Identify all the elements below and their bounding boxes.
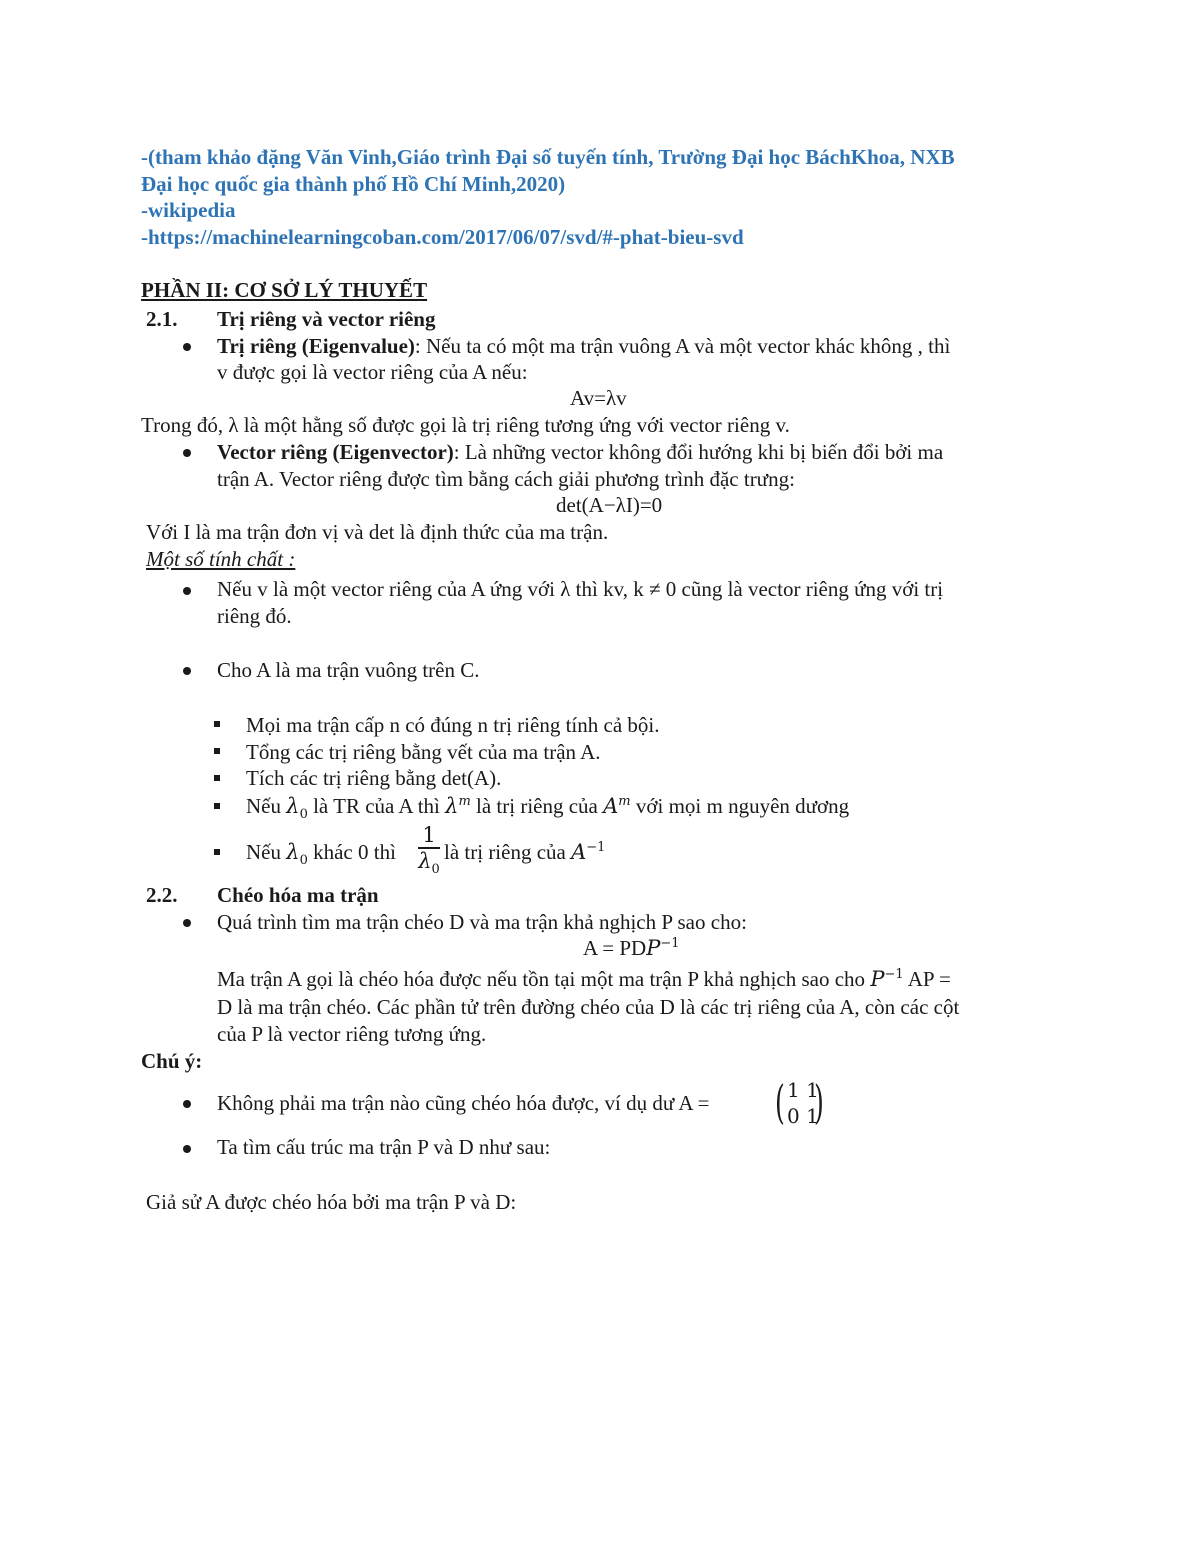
lambda-symbol: λ [418, 848, 432, 873]
lambda-symbol: λ [286, 794, 300, 818]
section-2-1-number: 2.1. [146, 307, 178, 331]
square-bullet-icon [214, 721, 220, 727]
diagonalizable-definition-2: D là ma trận chéo. Các phần tử trên đường chéo của D là các trị riêng của A, còn các cột [217, 995, 960, 1019]
bullet-icon [183, 667, 191, 675]
sub4-text-d: với mọi m nguyên dương [630, 794, 850, 818]
superscript-m: m [618, 794, 631, 809]
sub4-text-c: là trị riêng của [470, 794, 604, 818]
matrix-a-symbol: A [603, 794, 619, 818]
eigenvector-definition-cont: trận A. Vector riêng được tìm bằng cách giải phương trình đặc trưng: [217, 467, 795, 491]
superscript-minus-one: −1 [660, 936, 680, 951]
property-2: Cho A là ma trận vuông trên C. [217, 658, 480, 682]
section-2-2-number: 2.2. [146, 883, 178, 907]
subscript-zero: 0 [299, 807, 308, 823]
lambda-symbol: λ [286, 840, 300, 864]
bullet-icon [183, 449, 191, 457]
eigenvector-text: : Là những vector không đổi hướng khi bị biến đổi bởi ma [453, 440, 944, 464]
sub5-text-b: khác 0 thì [307, 840, 396, 864]
section-2-2-title: Chéo hóa ma trận [217, 883, 379, 907]
reference-line-4: -https://machinelearningcoban.com/2017/06/07/svd/#-phat-bieu-svd [141, 225, 744, 249]
note-title: Chú ý: [141, 1049, 203, 1073]
sub-property-2: Tổng các trị riêng bằng vết của ma trận A. [246, 740, 601, 764]
superscript-minus-one: −1 [586, 840, 606, 855]
def-text-b: AP = [903, 967, 951, 991]
square-bullet-icon [214, 803, 220, 809]
matrix-row-1: 1 1 [787, 1078, 819, 1102]
left-paren-icon: ( [775, 1075, 785, 1129]
sub5-text-a: Nếu [246, 840, 287, 864]
identity-explanation: Với I là ma trận đơn vị và det là định thức của ma trận. [146, 520, 609, 544]
eq-text: A = PD [583, 936, 647, 960]
fraction-numerator: 1 [422, 823, 436, 847]
bullet-icon [183, 343, 191, 351]
superscript-m: m [458, 794, 471, 809]
def-text-a: Ma trận A gọi là chéo hóa được nếu tồn tại một ma trận P khả nghịch sao cho [217, 967, 871, 991]
reference-line-3: -wikipedia [141, 198, 236, 222]
square-bullet-icon [214, 849, 220, 855]
sub-property-1: Mọi ma trận cấp n có đúng n trị riêng tính cả bội. [246, 713, 660, 737]
sub4-text-b: là TR của A thì [307, 794, 446, 818]
subscript-zero: 0 [299, 853, 308, 869]
section-2-1-title: Trị riêng và vector riêng [217, 307, 436, 331]
diagonalization-process: Quá trình tìm ma trận chéo D và ma trận khả nghịch P sao cho: [217, 910, 747, 934]
lambda-explanation: Trong đó, λ là một hằng số được gọi là trị riêng tương ứng với vector riêng v. [141, 413, 790, 437]
right-paren-icon: ) [814, 1075, 824, 1129]
matrix-row-2: 0 1 [787, 1104, 819, 1128]
diagonalizable-definition-3: của P là vector riêng tương ứng. [217, 1022, 487, 1046]
eigenvalue-term: Trị riêng (Eigenvalue) [217, 334, 415, 358]
subscript-zero: 0 [431, 861, 440, 877]
property-1-cont: riêng đó. [217, 604, 292, 628]
note-1: Không phải ma trận nào cũng chéo hóa được, ví dụ dư A = [217, 1091, 710, 1115]
fraction-denominator [418, 848, 440, 877]
matrix-a-symbol: A [571, 840, 587, 864]
property-1: Nếu v là một vector riêng của A ứng với λ thì kv, k ≠ 0 cũng là vector riêng ứng với trị [217, 577, 944, 601]
sub5-text-c: là trị riêng của [444, 840, 572, 864]
sub-property-4 [246, 793, 850, 823]
properties-title: Một số tính chất : [146, 547, 296, 571]
square-bullet-icon [214, 775, 220, 781]
sub-property-3: Tích các trị riêng bằng det(A). [246, 766, 502, 790]
fraction-one-over-lambda [418, 823, 440, 877]
eigenvector-term: Vector riêng (Eigenvector) [217, 440, 454, 464]
eigenvalue-definition [217, 333, 950, 360]
reference-line-1: -(tham khảo đặng Văn Vinh,Giáo trình Đại số tuyến tính, Trường Đại học BáchKhoa, NXB [141, 145, 955, 169]
sub-property-5 [246, 839, 396, 869]
matrix-p-symbol: P [646, 936, 661, 960]
eigenvalue-text: : Nếu ta có một ma trận vuông A và một vector khác không , thì [414, 334, 951, 358]
reference-line-2: Đại học quốc gia thành phố Hồ Chí Minh,2020) [141, 172, 566, 196]
final-sentence: Giả sử A được chéo hóa bởi ma trận P và D: [146, 1190, 517, 1214]
bullet-icon [183, 587, 191, 595]
eigenvector-definition [217, 439, 943, 466]
eigenvalue-definition-cont: v được gọi là vector riêng của A nếu: [217, 360, 528, 384]
superscript-minus-one: −1 [884, 967, 904, 982]
bullet-icon [183, 1145, 191, 1153]
sub4-text-a: Nếu [246, 794, 287, 818]
equation-a-pdp-inverse [583, 935, 680, 962]
bullet-icon [183, 919, 191, 927]
equation-characteristic: det(A−λI)=0 [556, 493, 663, 517]
matrix-p-symbol: P [870, 967, 885, 991]
lambda-symbol: λ [445, 794, 459, 818]
diagonalizable-definition-1 [217, 966, 951, 993]
bullet-icon [183, 1100, 191, 1108]
square-bullet-icon [214, 748, 220, 754]
note-2: Ta tìm cấu trúc ma trận P và D như sau: [217, 1135, 551, 1159]
part-title: PHẦN II: CƠ SỞ LÝ THUYẾT [141, 278, 428, 302]
sub-property-5-cont [444, 839, 605, 866]
equation-av-lambda-v: Av=λv [570, 386, 627, 410]
